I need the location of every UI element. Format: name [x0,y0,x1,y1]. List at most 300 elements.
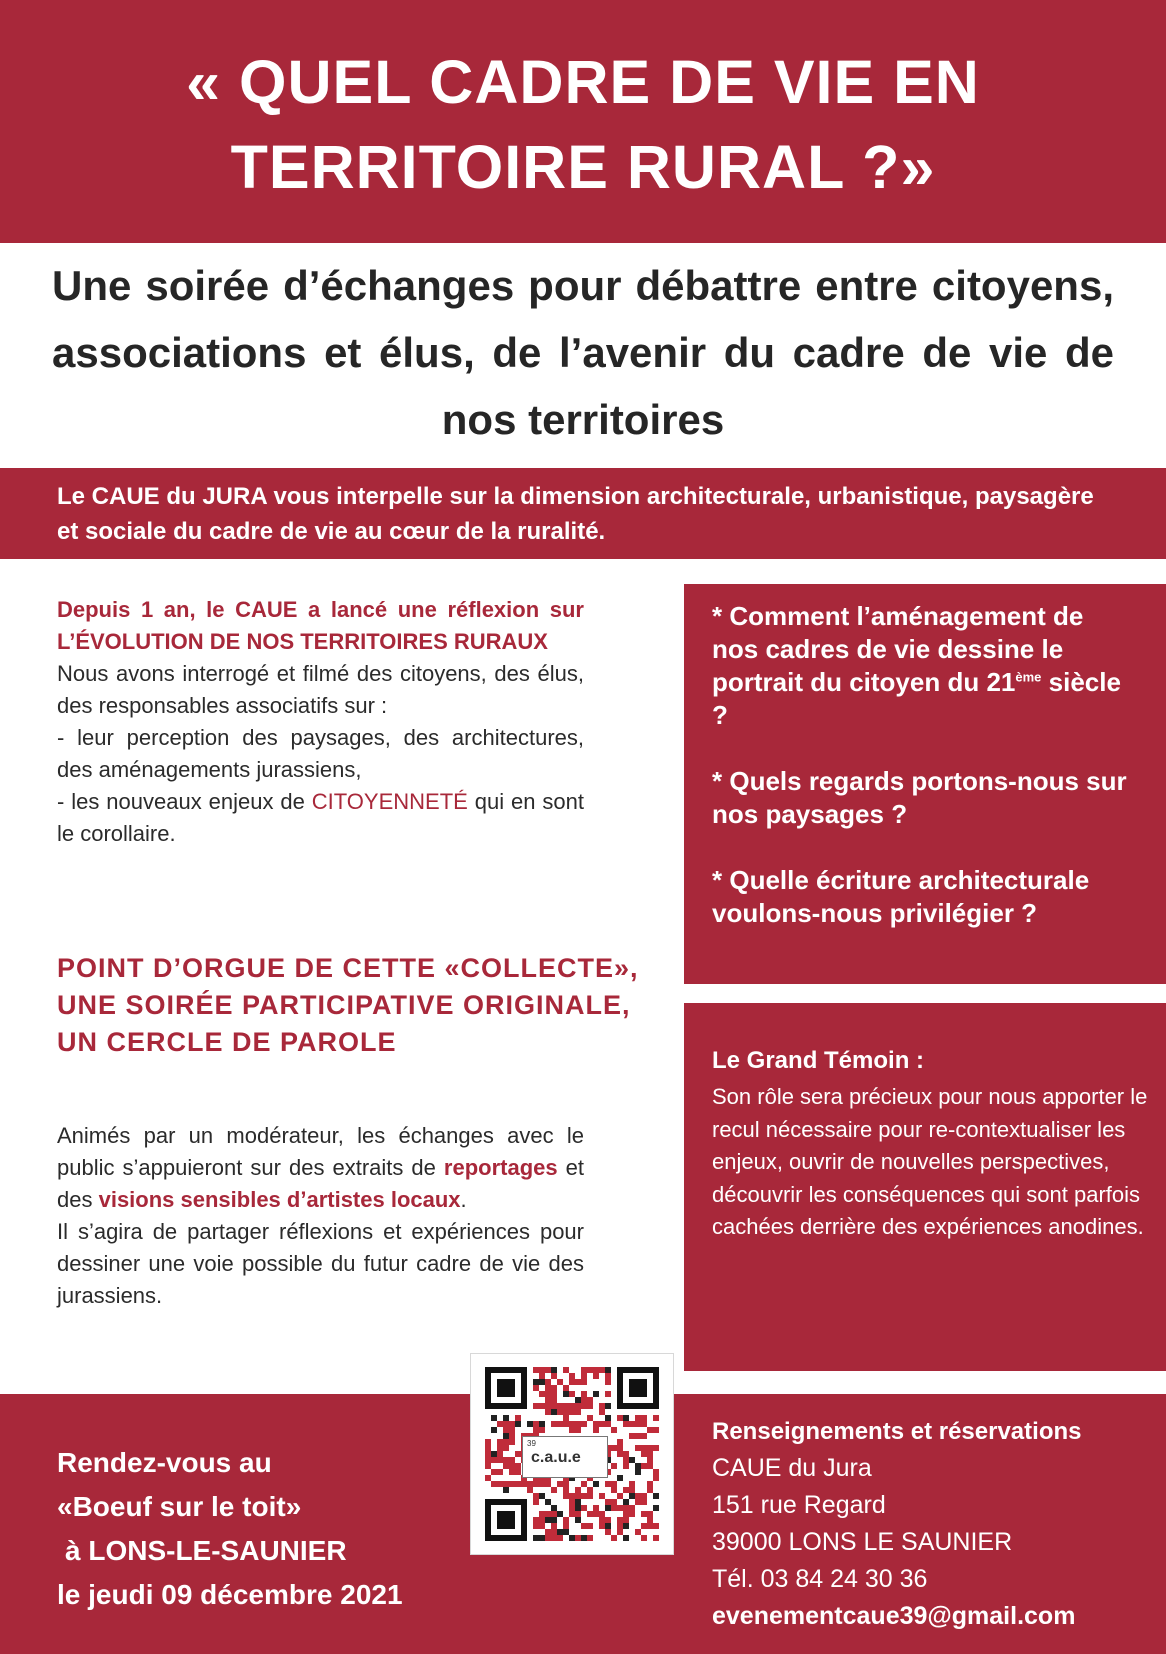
qr-module [623,1535,629,1541]
qr-module [551,1511,557,1517]
qr-module [533,1421,539,1427]
qr-module [635,1529,641,1535]
qr-module [569,1403,575,1409]
qr-module [641,1493,647,1499]
title-line-2: TERRITOIRE RURAL ?» [230,133,936,201]
qr-module [569,1421,575,1427]
qr-module [617,1445,623,1451]
contact-phone[interactable]: Tél. 03 84 24 30 36 [712,1565,928,1593]
qr-module [647,1487,653,1493]
qr-module [587,1403,593,1409]
qr-module [515,1469,521,1475]
qr-module [551,1367,557,1373]
qr-module [617,1523,623,1529]
qr-module [635,1493,641,1499]
heading-line-1: POINT D’ORGUE DE CETTE «COLLECTE», [57,953,639,983]
qr-module [551,1421,557,1427]
qr-module [551,1409,557,1415]
qr-module [593,1367,599,1373]
qr-module [611,1499,617,1505]
animation-paragraph [57,1120,584,1216]
qr-module [563,1391,569,1397]
qr-module [527,1481,533,1487]
qr-module [533,1499,539,1505]
qr-module [575,1505,581,1511]
qr-module [605,1529,611,1535]
qr-module [563,1415,569,1421]
qr-module [599,1493,605,1499]
rendezvous-block [57,1441,487,1617]
question-3: * Quelle écriture architecturale voulons-nous privilégier ? [712,865,1090,928]
qr-module [581,1391,587,1397]
qr-module [545,1409,551,1415]
qr-module [497,1457,503,1463]
qr-module [587,1367,593,1373]
qr-module [557,1535,563,1541]
qr-module [497,1439,503,1445]
qr-module [641,1433,647,1439]
qr-module [581,1367,587,1373]
anime-text-2: et des [57,1155,584,1212]
qr-module [593,1481,599,1487]
qr-module [497,1421,503,1427]
question-1 [712,600,1132,732]
qr-module [545,1367,551,1373]
qr-module [605,1379,611,1385]
bullet-text: - les nouveaux enjeux de [57,789,312,814]
qr-module [509,1469,515,1475]
qr-module [587,1523,593,1529]
qr-module [605,1499,611,1505]
qr-module [563,1523,569,1529]
qr-module [545,1481,551,1487]
caue-logo [522,1436,608,1478]
intro-text: Le CAUE du JURA vous interpelle sur la dimension architecturale, urbanistique, paysagère et sociale du cadre de vie au cœur de la ruralité. [57,483,1094,545]
qr-module [503,1457,509,1463]
qr-module [545,1499,551,1505]
qr-module [539,1367,545,1373]
qr-module [551,1505,557,1511]
qr-module [509,1481,515,1487]
qr-module [605,1481,611,1487]
qr-module [557,1511,563,1517]
qr-module [551,1487,557,1493]
qr-module [503,1415,509,1421]
qr-module [509,1427,515,1433]
qr-module [575,1487,581,1493]
question-2: * Quels regards portons-nous sur nos paysages ? [712,766,1127,829]
qr-module [491,1415,497,1421]
qr-module [581,1481,587,1487]
qr-finder [497,1511,515,1529]
qr-module [563,1493,569,1499]
qr-module [539,1391,545,1397]
qr-module [545,1529,551,1535]
qr-module [623,1421,629,1427]
qr-module [587,1415,593,1421]
qr-module [575,1397,581,1403]
qr-module [617,1451,623,1457]
qr-module [647,1511,653,1517]
qr-module [647,1451,653,1457]
qr-module [581,1373,587,1379]
qr-module [611,1445,617,1451]
qr-module [653,1523,659,1529]
qr-module [623,1463,629,1469]
qr-module [647,1445,653,1451]
qr-module [653,1493,659,1499]
bullet-perception: - leur perception des paysages, des architectures, des aménagements jurassiens, [57,725,584,782]
qr-module [605,1421,611,1427]
qr-module [497,1451,503,1457]
qr-module [491,1481,497,1487]
qr-module [581,1379,587,1385]
qr-module [623,1505,629,1511]
qr-module [545,1517,551,1523]
question-1-text: * Comment l’aménagement de nos cadres de vie dessine le portrait du citoyen du 21 [712,601,1084,697]
rdv-line-1: Rendez-vous au [57,1447,272,1478]
qr-module [581,1403,587,1409]
anime-text: Animés par un modérateur, les échanges avec le public s’appuieront sur des extraits de [57,1123,584,1180]
qr-module [551,1523,557,1529]
qr-module [533,1427,539,1433]
qr-module [563,1421,569,1427]
qr-module [539,1493,545,1499]
qr-module [545,1511,551,1517]
contact-street: 151 rue Regard [712,1491,886,1519]
qr-module [605,1517,611,1523]
qr-module [563,1403,569,1409]
qr-module [497,1481,503,1487]
qr-module [509,1421,515,1427]
left-column [57,594,584,850]
citoyennete-highlight: CITOYENNETÉ [311,789,468,814]
qr-module [557,1481,563,1487]
qr-module [581,1505,587,1511]
qr-module [617,1529,623,1535]
qr-module [533,1535,539,1541]
qr-module [491,1457,497,1463]
qr-module [653,1415,659,1421]
sharing-paragraph: Il s’agira de partager réflexions et expériences pour dessiner une voie possible du futur cadre de vie des jurassiens. [57,1219,584,1308]
qr-module [485,1439,491,1445]
qr-module [581,1523,587,1529]
qr-module [587,1487,593,1493]
qr-module [617,1493,623,1499]
qr-module [503,1421,509,1427]
contact-org: CAUE du Jura [712,1454,872,1482]
qr-module [599,1523,605,1529]
qr-module [575,1379,581,1385]
qr-module [617,1475,623,1481]
qr-module [617,1505,623,1511]
qr-module [605,1415,611,1421]
qr-module [509,1457,515,1463]
subtitle: Une soirée d’échanges pour débattre entre citoyens, associations et élus, de l’avenir du cadre de vie de nos territoires [52,262,1114,443]
qr-module [623,1517,629,1523]
qr-module [593,1511,599,1517]
qr-module [587,1493,593,1499]
qr-module [635,1463,641,1469]
qr-module [629,1457,635,1463]
qr-module [575,1403,581,1409]
qr-module [539,1427,545,1433]
qr-module [485,1475,491,1481]
qr-module [623,1457,629,1463]
qr-module [491,1469,497,1475]
qr-module [527,1421,533,1427]
qr-finder [629,1379,647,1397]
questions-list [712,600,1132,963]
qr-module [593,1427,599,1433]
qr-module [503,1481,509,1487]
qr-module [641,1499,647,1505]
qr-module [569,1535,575,1541]
qr-module [527,1487,533,1493]
qr-module [605,1505,611,1511]
qr-module [491,1427,497,1433]
caue-logo-number: 39 [527,1439,536,1448]
qr-module [545,1385,551,1391]
qr-module [485,1463,491,1469]
qr-module [593,1505,599,1511]
qr-module [653,1469,659,1475]
qr-module [623,1499,629,1505]
qr-module [623,1523,629,1529]
qr-module [653,1505,659,1511]
qr-module [569,1511,575,1517]
qr-module [647,1463,653,1469]
qr-module [485,1445,491,1451]
qr-module [545,1397,551,1403]
qr-module [503,1439,509,1445]
animation-section [57,1120,584,1312]
qr-module [617,1415,623,1421]
title-line-1: « QUEL CADRE DE VIE EN [186,48,980,116]
qr-module [641,1445,647,1451]
qr-finder [497,1379,515,1397]
qr-module [539,1523,545,1529]
heading-line-3: UN CERCLE DE PAROLE [57,1027,397,1057]
qr-module [539,1535,545,1541]
qr-module [587,1397,593,1403]
qr-module [629,1487,635,1493]
qr-module [551,1517,557,1523]
qr-module [533,1403,539,1409]
qr-module [605,1391,611,1397]
qr-module [563,1367,569,1373]
qr-module [515,1481,521,1487]
qr-module [611,1505,617,1511]
qr-module [593,1373,599,1379]
qr-module [509,1433,515,1439]
rdv-line-2: «Boeuf sur le toit» [57,1491,302,1522]
qr-module [533,1379,539,1385]
grand-temoin-text: Son rôle sera précieux pour nous apporter le recul nécessaire pour re-contextualiser les enjeux, ouvrir de nouvelles perspectives, découvrir les conséquences qui sont parfois cachées derrière des expériences anodines. [712,1084,1148,1239]
qr-module [551,1535,557,1541]
qr-module [623,1511,629,1517]
qr-module [503,1445,509,1451]
qr-module [653,1475,659,1481]
qr-module [515,1415,521,1421]
qr-module [599,1403,605,1409]
qr-module [551,1403,557,1409]
qr-module [635,1445,641,1451]
qr-module [509,1439,515,1445]
qr-module [611,1487,617,1493]
qr-module [629,1481,635,1487]
qr-module [515,1451,521,1457]
qr-module [635,1415,641,1421]
qr-module [539,1517,545,1523]
qr-module [647,1481,653,1487]
qr-module [539,1379,545,1385]
qr-module [539,1481,545,1487]
qr-module [545,1391,551,1397]
qr-module [539,1511,545,1517]
qr-module [575,1517,581,1523]
qr-module [653,1445,659,1451]
contact-heading: Renseignements et réservations [712,1418,1082,1445]
qr-module [599,1409,605,1415]
qr-module [581,1535,587,1541]
qr-module [635,1421,641,1427]
qr-module [641,1523,647,1529]
qr-module [569,1505,575,1511]
qr-module [545,1535,551,1541]
qr-module [647,1517,653,1523]
qr-module [623,1487,629,1493]
qr-module [653,1535,659,1541]
qr-module [617,1439,623,1445]
qr-module [629,1505,635,1511]
qr-module [497,1469,503,1475]
qr-module [629,1511,635,1517]
qr-module [515,1421,521,1427]
qr-module [569,1391,575,1397]
qr-module [605,1523,611,1529]
qr-module [563,1385,569,1391]
qr-module [557,1379,563,1385]
qr-module [581,1397,587,1403]
qr-module [581,1493,587,1499]
qr-module [503,1487,509,1493]
qr-module [545,1379,551,1385]
qr-module [539,1421,545,1427]
qr-module [575,1409,581,1415]
qr-module [599,1421,605,1427]
qr-module [551,1397,557,1403]
visions-highlight: visions sensibles d’artistes locaux [98,1187,461,1212]
qr-module [605,1367,611,1373]
qr-module [623,1415,629,1421]
qr-module [653,1427,659,1433]
qr-module [623,1451,629,1457]
qr-module [569,1373,575,1379]
qr-module [629,1421,635,1427]
qr-module [599,1367,605,1373]
rdv-line-4: le jeudi 09 décembre 2021 [57,1579,403,1610]
qr-module [611,1427,617,1433]
qr-module [605,1403,611,1409]
qr-module [497,1445,503,1451]
qr-module [647,1523,653,1529]
caue-logo-text: c.a.u.e [531,1449,581,1466]
qr-module [641,1451,647,1457]
qr-module [641,1415,647,1421]
qr-module [551,1385,557,1391]
qr-module [503,1433,509,1439]
qr-module [533,1493,539,1499]
qr-module [611,1481,617,1487]
qr-module [599,1511,605,1517]
qr-module [635,1433,641,1439]
qr-module [575,1427,581,1433]
qr-module [587,1535,593,1541]
qr-module [635,1499,641,1505]
rdv-line-3: à LONS-LE-SAUNIER [65,1535,347,1566]
qr-module [551,1529,557,1535]
qr-module [503,1427,509,1433]
qr-module [575,1499,581,1505]
paragraph-interviews: Nous avons interrogé et filmé des citoyens, des élus, des responsables associatifs sur : [57,661,584,718]
qr-module [587,1511,593,1517]
qr-module [491,1451,497,1457]
qr-module [647,1427,653,1433]
qr-module [575,1421,581,1427]
qr-module [593,1421,599,1427]
heading-line-2: UNE SOIRÉE PARTICIPATIVE ORIGINALE, [57,990,631,1020]
qr-module [485,1457,491,1463]
qr-module [545,1403,551,1409]
qr-module [641,1421,647,1427]
qr-module [569,1493,575,1499]
qr-module [533,1481,539,1487]
qr-module [533,1385,539,1391]
qr-module [563,1487,569,1493]
qr-module [641,1511,647,1517]
qr-module [599,1517,605,1523]
qr-module [629,1493,635,1499]
grand-temoin-title: Le Grand Témoin : [712,1047,925,1074]
qr-module [563,1409,569,1415]
qr-module [575,1511,581,1517]
qr-module [569,1409,575,1415]
qr-module [563,1529,569,1535]
qr-module [557,1529,563,1535]
qr-module [569,1379,575,1385]
qr-module [521,1481,527,1487]
reportages-highlight: reportages [443,1155,558,1180]
qr-module [563,1481,569,1487]
superscript: ème [1015,669,1042,685]
qr-module [515,1463,521,1469]
qr-module [569,1427,575,1433]
qr-module [551,1373,557,1379]
qr-module [647,1457,653,1463]
bullet-citoyennete [57,786,584,850]
qr-module [635,1469,641,1475]
contact-email[interactable]: evenementcaue39@gmail.com [712,1602,1076,1630]
qr-module [533,1367,539,1373]
qr-module [569,1499,575,1505]
qr-module [539,1403,545,1409]
qr-module [551,1391,557,1397]
anime-text-3: . [460,1187,467,1212]
lead-paragraph: Depuis 1 an, le CAUE a lancé une réflexion sur L’ÉVOLUTION DE NOS TERRITOIRES RURAUX [57,597,584,654]
qr-module [593,1391,599,1397]
qr-module [557,1421,563,1427]
